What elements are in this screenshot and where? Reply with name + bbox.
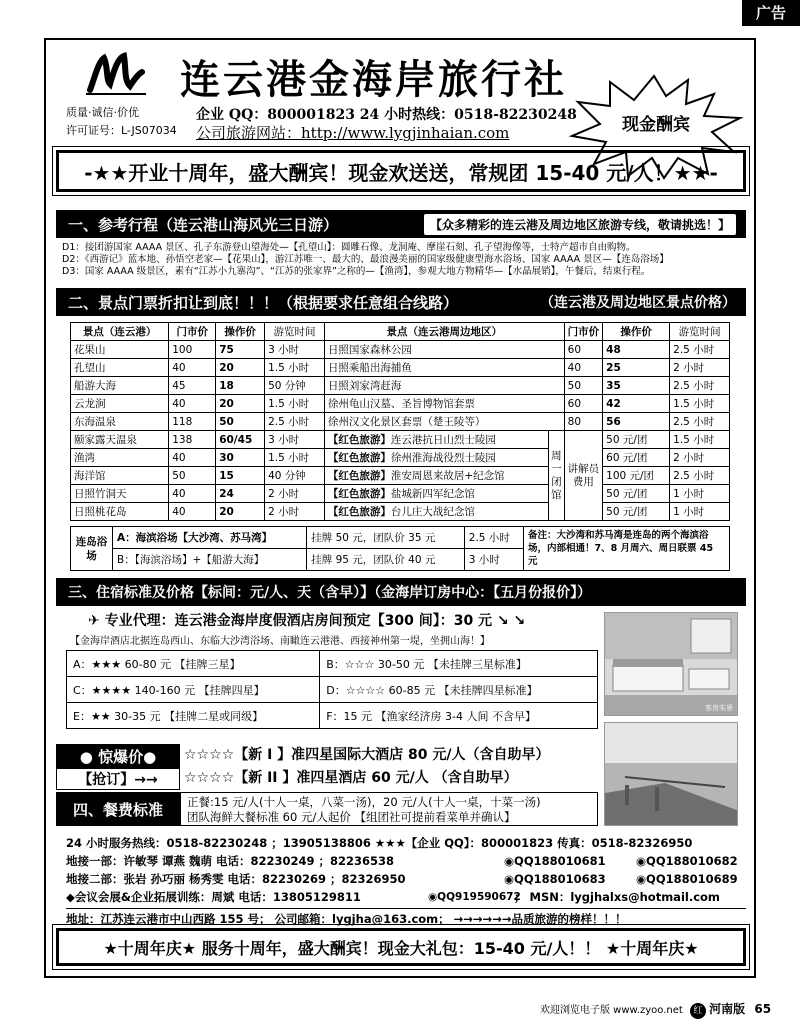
dept1-text: 地接一部：许敏琴 谭燕 魏萌 电话：82230249 ；82236538: [66, 854, 395, 868]
itinerary-day: D2：《西游记》蓝本地、孙悟空老家—【花果山】，游江苏唯一、最大的、最浪漫美丽的国家级健康型海水浴场、国家 AAAA 景区—【连岛浴场】: [62, 254, 669, 265]
ad-tag: 广告: [742, 0, 800, 26]
table-header: 景点（连云港周边地区）: [324, 323, 564, 341]
table-cell: 2.5 小时: [670, 377, 730, 395]
guide-label: 讲解员费用: [564, 431, 603, 521]
dept2-qq1[interactable]: ◉QQ188010683: [504, 872, 606, 886]
table-header: 门市价: [169, 323, 216, 341]
qq-icon: ◉: [428, 891, 438, 903]
hotline-line: 24 小时服务热线：0518-82230248 ；13905138806 ★★★【企业 QQ】：800001823 传真：0518-82326950: [66, 836, 693, 850]
table-header: 门市价: [564, 323, 603, 341]
table-cell: 1 小时: [670, 485, 730, 503]
table-cell: 50 元/团: [603, 485, 670, 503]
island-price: 挂牌 95 元，团队价 40 元: [307, 549, 465, 571]
table-cell: 42: [603, 395, 670, 413]
island-label: 连岛浴场: [71, 527, 113, 571]
table-cell: 日照桃花岛: [71, 503, 169, 521]
table-row: [71, 485, 730, 503]
hotel-grade: D：☆☆☆☆ 60-85 元 【未挂牌四星标准】: [320, 677, 598, 703]
table-cell: 50: [169, 467, 216, 485]
table-cell: 25: [603, 359, 670, 377]
table-cell: 40: [169, 395, 216, 413]
itinerary-day: D1：接团游国家 AAAA 景区、孔子东游登山望海处—【孔望山】：圆雕石像、龙洞庵、摩崖石刻、孔子望海像等，士特产超市自由购物。: [62, 242, 636, 253]
agency-name: 连云港金海岸旅行社: [180, 56, 567, 103]
cash-badge: 现金酬宾: [622, 115, 690, 135]
table-header: 游览时间: [670, 323, 730, 341]
hotel-price-grid: [66, 650, 598, 729]
table-cell: 56: [603, 413, 670, 431]
table-cell: 60: [564, 395, 603, 413]
table-cell: 2 小时: [265, 503, 325, 521]
dept3-text: ◆会议会展&企业拓展训练：周斌 电话：13805129811: [66, 890, 361, 904]
photo-caption: 客房实景: [705, 704, 733, 712]
table-cell: [324, 449, 548, 467]
table-row: [71, 431, 730, 449]
table-row: [71, 341, 730, 359]
red-tour-site: 台儿庄大战纪念馆: [390, 506, 475, 518]
table-cell: 花果山: [71, 341, 169, 359]
table-cell: 50: [564, 377, 603, 395]
table-row: [71, 359, 730, 377]
license-number: 许可证号：L-JS07034: [66, 124, 177, 137]
itinerary-day: D3：国家 AAAA 级景区，素有“江苏小九寨沟”、“江苏的张家界”之称的—【渔湾】，参观大地方物精华—【水晶展销】，午餐后，结束行程。: [62, 266, 651, 277]
address-line: 地址：江苏连云港市中山西路 155 号； 公司邮箱：lygjha@163.com； →→→→→→品质旅游的榜样！！！: [66, 908, 746, 929]
msn-contact[interactable]: ； MSN：lygjhalxs@hotmail.com: [514, 890, 720, 904]
table-cell: 60 元/团: [603, 449, 670, 467]
top-promo-banner: -★★开业十周年，盛大酬宾！现金欢送送，常规团 15-40 元/人！★★-: [56, 150, 746, 192]
seaside-photo: [604, 722, 738, 826]
red-tour-site: 连云港抗日山烈士陵园: [390, 434, 496, 446]
qq-icon: ◉: [636, 854, 647, 868]
grab-label[interactable]: 【抢订】→→: [56, 768, 180, 790]
closed-label: 周一闭馆: [549, 431, 565, 521]
table-cell: 138: [169, 431, 216, 449]
island-note: 备注：大沙湾和苏马湾是连岛的两个海滨浴场，内部相通！7、8 月周六、周日联票 45 元: [524, 527, 730, 571]
table-cell: 2.5 小时: [265, 413, 325, 431]
hotel-grade: E：★★ 30-35 元 【挂牌二星或同级】: [67, 703, 320, 729]
hotel-grade: A：★★★ 60-80 元 【挂牌三星】: [67, 651, 320, 677]
section3-header: [56, 578, 746, 606]
bottom-promo-banner: ★十周年庆★ 服务十周年，盛大酬宾！现金大礼包：15-40 元/人！！ ★十周年庆★: [56, 928, 746, 966]
red-tour-tag: 【红色旅游】: [327, 488, 391, 500]
agency-motto: 质量·诚信·价优: [66, 106, 139, 119]
qq-icon: ◉: [504, 854, 515, 868]
table-cell: 云龙涧: [71, 395, 169, 413]
table-cell: 2.5 小时: [670, 467, 730, 485]
table-cell: 80: [564, 413, 603, 431]
table-cell: 2 小时: [670, 359, 730, 377]
table-cell: 日照刘家湾赶海: [324, 377, 564, 395]
section2-right: （连云港及周边地区景点价格）: [540, 295, 736, 311]
island-option: B：【海滨浴场】+【船游大海】: [113, 549, 307, 571]
table-cell: 2.5 小时: [670, 341, 730, 359]
meal-standards: [180, 792, 598, 826]
dept3-line: [66, 888, 746, 906]
plane-icon: ✈: [88, 613, 100, 629]
table-cell: 30: [216, 449, 265, 467]
table-row: [71, 413, 730, 431]
dept2-qq2[interactable]: ◉QQ188010689: [636, 872, 738, 886]
table-cell: 60/45: [216, 431, 265, 449]
table-cell: 40: [169, 359, 216, 377]
flash-deals: [184, 744, 550, 790]
qq-icon: ◉: [504, 872, 515, 886]
table-header: 游览时间: [265, 323, 325, 341]
table-cell: 1 小时: [670, 503, 730, 521]
island-option: A：海滨浴场【大沙湾、苏马湾】: [113, 527, 307, 549]
section1-header: [56, 210, 746, 238]
meal-line: 正餐:15 元/人(十人一桌，八菜一汤)，20 元/人(十人一桌，十菜一汤): [187, 795, 541, 809]
table-row: [71, 449, 730, 467]
meal-line: 团队海鲜大餐标准 60 元/人起价 【组团社可提前看菜单并确认】: [187, 810, 516, 824]
red-tour-site: 盐城新四军纪念馆: [390, 488, 475, 500]
table-cell: 海洋馆: [71, 467, 169, 485]
itinerary-days: [62, 242, 746, 278]
table-cell: 渔湾: [71, 449, 169, 467]
island-table: [70, 526, 730, 571]
red-tour-site: 徐州淮海战役烈士陵园: [390, 452, 496, 464]
table-cell: 1.5 小时: [265, 359, 325, 377]
ticket-price-table: [70, 322, 730, 521]
agent-line-text: 专业代理：连云港金海岸度假酒店房间预定【300 间】：30 元: [104, 613, 493, 629]
table-cell: 20: [216, 359, 265, 377]
island-price: 挂牌 50 元，团队价 35 元: [307, 527, 465, 549]
table-cell: 100: [169, 341, 216, 359]
hotel-room-photo: [604, 612, 738, 716]
table-cell: 1.5 小时: [670, 431, 730, 449]
table-header: 景点（连云港）: [71, 323, 169, 341]
table-cell: 60: [564, 341, 603, 359]
red-tour-tag: 【红色旅游】: [327, 452, 391, 464]
table-cell: 40 分钟: [265, 467, 325, 485]
table-cell: 48: [603, 341, 670, 359]
hotel-room-image-icon: [605, 613, 738, 716]
red-tour-site: 淮安周恩来故居+纪念馆: [390, 470, 505, 482]
red-tour-tag: 【红色旅游】: [327, 434, 391, 446]
section3-title: 三、住宿标准及价格【标间：元/人、天（含早）】（金海岸订房中心：【五月份报价】）: [68, 585, 592, 601]
dept3-qq[interactable]: ◉QQ919590672: [428, 891, 521, 903]
table-cell: 徐州龟山汉墓、圣旨博物馆套票: [324, 395, 564, 413]
table-cell: [324, 485, 548, 503]
section1-title: 一、参考行程（连云港山海风光三日游）: [68, 215, 339, 234]
website-link[interactable]: 公司旅游网站：http://www.lygjinhaian.com: [196, 124, 510, 142]
table-cell: 日照国家森林公园: [324, 341, 564, 359]
page-number: 65: [754, 1002, 772, 1016]
agency-logo-icon: [84, 50, 148, 96]
table-header: 操作价: [216, 323, 265, 341]
footer-badge: 红: [690, 1003, 706, 1019]
hotel-grade: C：★★★★ 140-160 元 【挂牌四星】: [67, 677, 320, 703]
table-cell: 50 元/团: [603, 431, 670, 449]
table-cell: 24: [216, 485, 265, 503]
table-cell: 18: [216, 377, 265, 395]
table-cell: 孔望山: [71, 359, 169, 377]
table-cell: 40: [564, 359, 603, 377]
table-cell: [324, 431, 548, 449]
table-cell: 3 小时: [265, 431, 325, 449]
table-cell: 20: [216, 503, 265, 521]
table-row: [71, 377, 730, 395]
footer-edition: 河南版: [709, 1002, 746, 1016]
hotel-agent-line: [88, 610, 525, 630]
table-cell: 50 分钟: [265, 377, 325, 395]
hotel-grade: F：15 元 【渔家经济房 3-4 人间 不含早】: [320, 703, 598, 729]
dept2-line: [66, 870, 746, 888]
table-header: 操作价: [603, 323, 670, 341]
table-cell: 100 元/团: [603, 467, 670, 485]
flash-label: ● 惊爆价●: [56, 744, 180, 768]
table-cell: 颐家露天温泉: [71, 431, 169, 449]
table-cell: 20: [216, 395, 265, 413]
table-cell: 日照乘船出海捕鱼: [324, 359, 564, 377]
table-cell: 45: [169, 377, 216, 395]
table-cell: 1.5 小时: [265, 395, 325, 413]
table-cell: 徐州汉文化景区套票（楚王陵等）: [324, 413, 564, 431]
dept1-qq2[interactable]: ◉QQ188010682: [636, 854, 738, 868]
hotel-grade: B：☆☆☆ 30-50 元 【未挂牌三星标准】: [320, 651, 598, 677]
table-cell: 15: [216, 467, 265, 485]
section4-title: 四、餐费标准: [56, 792, 180, 826]
dept1-qq1[interactable]: ◉QQ188010681: [504, 854, 606, 868]
table-cell: 2 小时: [265, 485, 325, 503]
table-cell: 1.5 小时: [670, 395, 730, 413]
dept2-text: 地接二部：张岩 孙巧丽 杨秀雯 电话：82230269 ；82326950: [66, 872, 406, 886]
table-cell: 40: [169, 449, 216, 467]
qq-icon: ◉: [636, 872, 647, 886]
island-duration: 3 小时: [464, 549, 523, 571]
table-cell: 35: [603, 377, 670, 395]
flash-deal: ☆☆☆☆【新 I 】准四星国际大酒店 80 元/人（含自助早）: [184, 747, 550, 763]
section1-note: 【众多精彩的连云港及周边地区旅游专线，敬请挑选！】: [424, 214, 736, 235]
red-tour-tag: 【红色旅游】: [327, 470, 391, 482]
table-cell: [324, 503, 548, 521]
hotel-note: 【金海岸酒店北据连岛西山、东临大沙湾浴场、南瞰连云港港、西接神州第一堤，坐拥山海！】: [70, 636, 490, 647]
arrow-icon: ↘ ↘: [496, 613, 526, 629]
page-footer: [540, 1000, 771, 1019]
island-duration: 2.5 小时: [464, 527, 523, 549]
table-cell: 1.5 小时: [265, 449, 325, 467]
seaside-image-icon: [605, 723, 738, 826]
table-cell: [324, 467, 548, 485]
table-cell: 50: [216, 413, 265, 431]
table-cell: 2 小时: [670, 449, 730, 467]
table-cell: 40: [169, 485, 216, 503]
table-cell: 2.5 小时: [670, 413, 730, 431]
section2-header: [56, 288, 746, 316]
red-tour-tag: 【红色旅游】: [327, 506, 391, 518]
table-cell: 3 小时: [265, 341, 325, 359]
table-cell: 船游大海: [71, 377, 169, 395]
table-cell: 75: [216, 341, 265, 359]
table-row: [71, 395, 730, 413]
table-row: [71, 467, 730, 485]
section2-title: 二、景点门票折扣让到底！！！（根据要求任意组合线路）: [68, 293, 459, 312]
contacts-block: [66, 834, 746, 929]
table-cell: 118: [169, 413, 216, 431]
table-cell: 日照竹洞天: [71, 485, 169, 503]
qq-hotline: 企业 QQ：800001823 24 小时热线：0518-82230248: [196, 107, 577, 123]
table-row: [71, 503, 730, 521]
dept1-line: [66, 852, 746, 870]
flash-deal: ☆☆☆☆【新 II 】准四星酒店 60 元/人 （含自助早）: [184, 770, 518, 786]
footer-site[interactable]: 欢迎浏览电子版 www.zyoo.net: [540, 1005, 683, 1016]
table-cell: 50 元/团: [603, 503, 670, 521]
table-cell: 40: [169, 503, 216, 521]
table-cell: 东海温泉: [71, 413, 169, 431]
